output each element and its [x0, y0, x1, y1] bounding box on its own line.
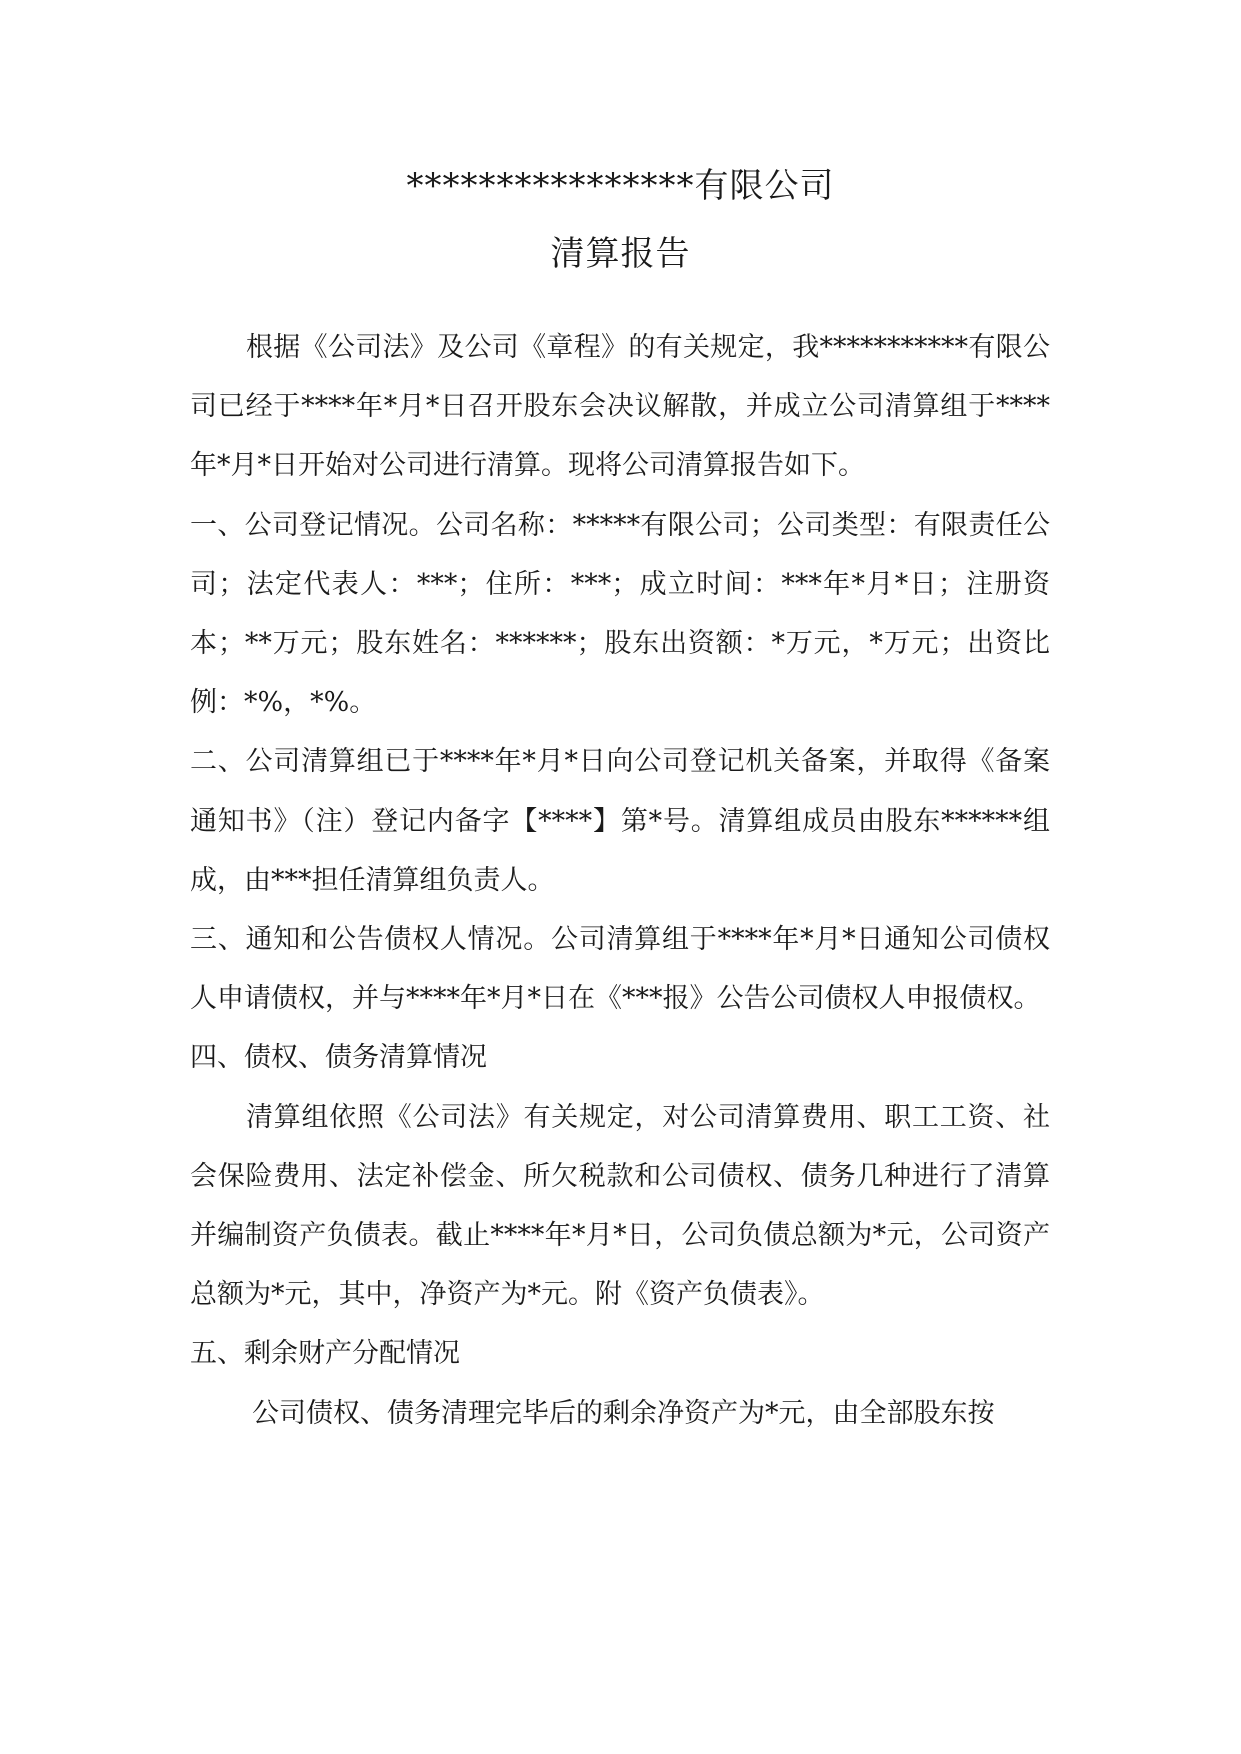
heading-section-5: 五、剩余财产分配情况 — [190, 1338, 460, 1370]
document-body — [190, 318, 1050, 1443]
document-subtitle: 清算报告 — [550, 234, 691, 274]
paragraph-section-5-body: 公司债权、债务清理完毕后的剩余净资产为*元，由全部股东按 — [252, 1397, 995, 1429]
document-title: ****************有限公司 — [406, 166, 835, 206]
heading-section-4: 四、债权、债务清算情况 — [190, 1042, 487, 1074]
paragraph-section-3: 三、通知和公告债权人情况。公司清算组于****年*月*日通知公司债权人申请债权，并与****年*月*日在《***报》公告公司债权人申报债权。 — [190, 924, 1050, 1015]
paragraph-section-4-body: 清算组依照《公司法》有关规定，对公司清算费用、职工工资、社会保险费用、法定补偿金、所欠税款和公司债权、债务几种进行了清算并编制资产负债表。截止****年*月*日，公司负债总额为*元，公司资产总额为*元，其中，净资产为*元。附《资产负债表》。 — [190, 1101, 1050, 1311]
paragraph-section-1: 一、公司登记情况。公司名称：*****有限公司；公司类型：有限责任公司；法定代表人：***；住所：***；成立时间：***年*月*日；注册资本；**万元；股东姓名：******；股东出资额：*万元，*万元；出资比例：*%，*%。 — [190, 509, 1050, 719]
paragraph-section-2: 二、公司清算组已于****年*月*日向公司登记机关备案，并取得《备案通知书》（注）登记内备字【****】第*号。清算组成员由股东******组成，由***担任清算组负责人。 — [190, 746, 1050, 896]
paragraph-intro: 根据《公司法》及公司《章程》的有关规定，我***********有限公司已经于****年*月*日召开股东会决议解散，并成立公司清算组于****年*月*日开始对公司进行清算。现将公司清算报告如下。 — [190, 332, 1050, 482]
